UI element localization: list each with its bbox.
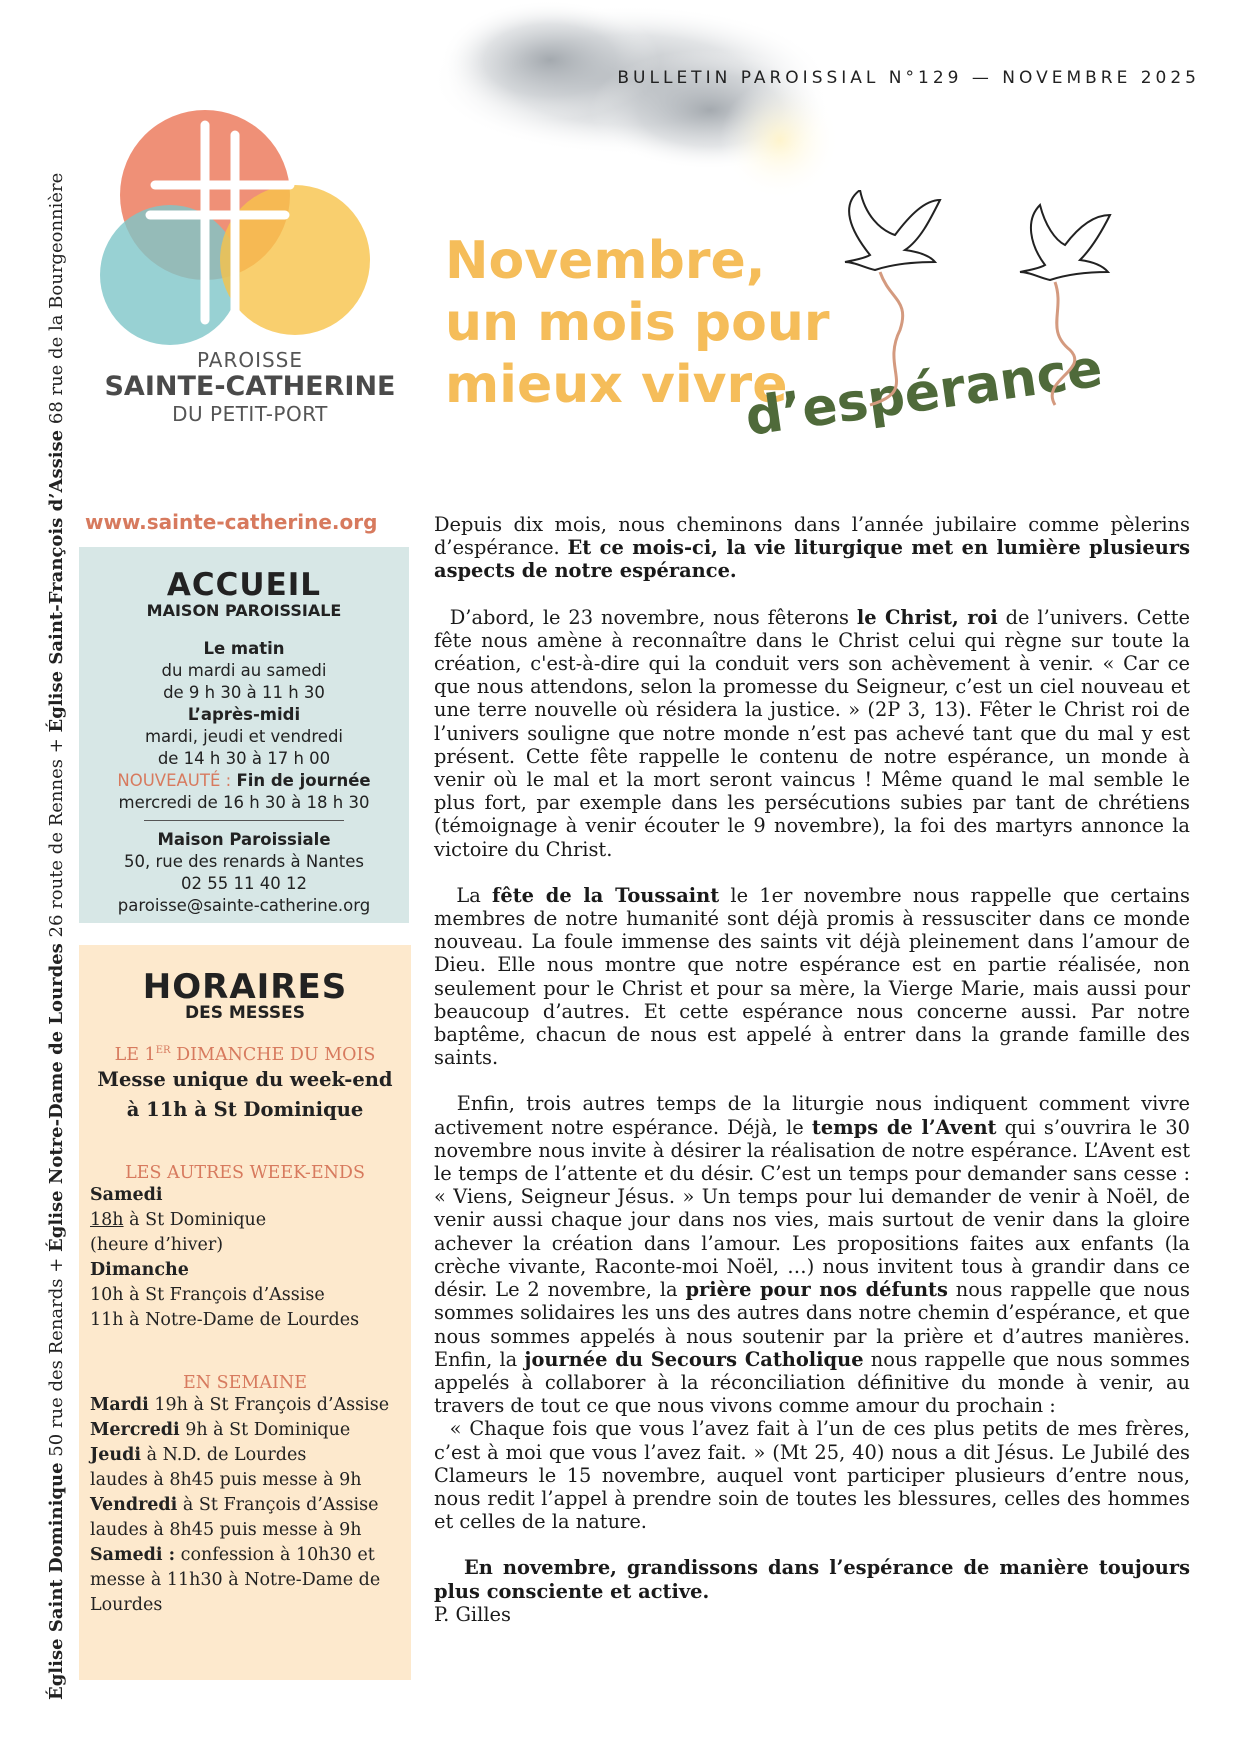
paragraph-2: D’abord, le 23 novembre, nous fêterons le Christ, roi de l’univers. Cette fête nous amène à reconnaître dans le Christ celui qui règne sur toute la création, c'est-à-dire qui la conduit vers son achèvement à venir. « Car ce que nous attendons, selon la promesse du Seigneur, c’est un ciel nouveau et une terre nouvelle où résidera la justice. » (2P 3, 13). Fêter le Christ roi de l’univers souligne que notre monde n’est pas achevé tant que du mal y est présent. Cette fête rappelle le contenu de notre espérance, un monde à venir où le mal et la mort seront vaincus ! Même quand le mal semble le plus fort, par exemple dans les persécutions subies par tant de chrétiens (témoignage à venir écouter le 9 novembre), la foi des martyrs annonce la victoire du Christ. <box>434 605 1190 861</box>
apm-days: mardi, jeudi et vendredi <box>144 727 344 746</box>
jeudi-place: à N.D. de Lourdes <box>141 1445 307 1465</box>
new-hours: mercredi de 16 h 30 à 18 h 30 <box>118 793 370 812</box>
phone: 02 55 11 40 12 <box>181 874 307 893</box>
accueil-title: ACCUEIL <box>166 567 322 603</box>
church-3-name: Église Saint-François d’Assise <box>46 429 67 733</box>
samedi2-label: Samedi : <box>90 1545 176 1565</box>
paragraph-5: « Chaque fois que vous l’avez fait à l’un de ces plus petits de mes frères, c’est à moi que vous l’avez fait. » (Mt 25, 40) nous a dit Jésus. Le Jubilé des Clameurs le 15 novembre, auquel vont participer plusieurs d’entre nous, nous redit l’appel à prendre soin de toutes les blessures, celles des hommes et celles de la nature. <box>434 1417 1190 1534</box>
address: 50, rue des renards à Nantes <box>123 852 365 871</box>
doves-illustration <box>840 190 1170 440</box>
samedi-place: à St Dominique <box>123 1210 267 1230</box>
accueil-subtitle: MAISON PAROISSIALE <box>146 601 342 620</box>
samedi-note: (heure d’hiver) <box>90 1235 224 1255</box>
logo-line-2: SAINTE-CATHERINE <box>104 371 396 402</box>
title-line-3: mieux vivre <box>445 355 788 415</box>
paragraph-6: En novembre, grandissons dans l’espérance de manière toujours plus consciente et active. <box>434 1556 1190 1603</box>
divider <box>144 820 344 821</box>
mercredi-time: 9h à St Dominique <box>179 1420 351 1440</box>
logo-line-1: PAROISSE <box>196 348 304 372</box>
samedi2-confession: confession à 10h30 et <box>175 1545 375 1565</box>
unique-mass-2: à 11h à St Dominique <box>126 1098 364 1121</box>
mardi-time: 19h à St François d’Assise <box>148 1395 390 1415</box>
samedi2-mass: messe à 11h30 à Notre-Dame de <box>90 1570 381 1590</box>
paragraph-1: Depuis dix mois, nous cheminons dans l’année jubilaire comme pèlerins d’espérance. Et ce mois-ci, la vie liturgique met en lumière plusieurs aspects de notre espérance. <box>434 513 1190 583</box>
dimanche-1: 10h à St François d’Assise <box>90 1285 325 1305</box>
apm-hours: de 14 h 30 à 17 h 00 <box>157 749 331 768</box>
first-sunday-heading: LE 1ER DIMANCHE DU MOIS <box>114 1045 376 1065</box>
dimanche-label: Dimanche <box>90 1260 189 1280</box>
jeudi-time: laudes à 8h45 puis messe à 9h <box>90 1470 362 1490</box>
signature: P. Gilles <box>434 1602 511 1626</box>
weekday-heading: EN SEMAINE <box>183 1373 307 1393</box>
churches-addresses <box>46 172 67 1700</box>
samedi2-place: Lourdes <box>90 1595 163 1615</box>
other-weekends-heading: LES AUTRES WEEK-ENDS <box>125 1163 365 1183</box>
matin-days: du mardi au samedi <box>161 661 327 680</box>
church-1-address: 50 rue des Renards + <box>46 1251 67 1463</box>
logo-line-3: DU PETIT-PORT <box>172 401 328 426</box>
church-3-address: 68 rue de la Bourgeonnière <box>46 172 67 430</box>
article-body <box>434 513 1190 1626</box>
website-link[interactable]: www.sainte-catherine.org <box>85 510 378 534</box>
horaires-box <box>79 945 411 1680</box>
vendredi-label: Vendredi <box>90 1495 178 1515</box>
vendredi-time: laudes à 8h45 puis messe à 9h <box>90 1520 362 1540</box>
church-2-name: Église Notre-Dame de Lourdes <box>46 943 67 1252</box>
matin-label: Le matin <box>203 639 285 658</box>
apm-label: L’après-midi <box>187 705 301 724</box>
horaires-title: HORAIRES <box>142 967 348 1007</box>
email-link[interactable]: paroisse@sainte-catherine.org <box>117 896 371 915</box>
parish-name <box>90 348 410 426</box>
mardi-label: Mardi <box>90 1395 149 1415</box>
new-title: Fin de journée <box>236 771 371 790</box>
church-1-name: Église Saint Dominique <box>46 1462 67 1700</box>
church-2-address: 26 route de Rennes + <box>46 732 67 944</box>
unique-mass-1: Messe unique du week-end <box>97 1068 393 1091</box>
new-label: NOUVEAUTÉ : <box>117 771 232 790</box>
dimanche-2: 11h à Notre-Dame de Lourdes <box>90 1310 360 1330</box>
title-line-1: Novembre, <box>445 231 766 291</box>
mercredi-label: Mercredi <box>90 1420 180 1440</box>
paragraph-3: La fête de la Toussaint le 1er novembre nous rappelle que certains membres de notre humanité sont déjà promis à ressusciter dans ce monde nouveau. La foule immense des saints vit déjà pleinement dans l’amour de Dieu. Elle nous montre que notre espérance est en partie réalisée, non seulement pour le Christ et pour sa mère, la Vierge Marie, mais aussi pour beaucoup d’autres. Et cette espérance nous concerne aussi. Par notre baptême, chacun de nous est appelé à entrer dans la grande famille des saints. <box>434 883 1190 1070</box>
samedi-time: 18h <box>90 1210 124 1230</box>
jeudi-label: Jeudi <box>90 1445 142 1465</box>
paragraph-4: Enfin, trois autres temps de la liturgie nous indiquent comment vivre activement notre espérance. Déjà, le temps de l’Avent qui s’ouvrira le 30 novembre nous invite à désirer la réalisation de notre espérance. L’Avent est le temps de l’attente et du désir. C’est un temps pour demander sans cesse : « Viens, Seigneur Jésus. » Un temps pour lui demander de venir à Noël, de venir aussi chaque jour dans nos vies, mais surtout de venir dans la gloire achever la création dans l’amour. Les propositions faites aux enfants (la crèche vivante, Raconte-moi Noël, …) nous invitent tous à grandir dans ce désir. Le 2 novembre, la prière pour nos défunts nous rappelle que nous sommes solidaires les uns des autres dans notre chemin d’espérance, et que nous sommes appelés à nous soutenir par la prière et d’autres manières. Enfin, la journée du Secours Catholique nous rappelle que nous sommes appelés à collaborer à la réconciliation définitive du monde à venir, au travers de tout ce que nous vivons comme amour du prochain : <box>434 1092 1191 1418</box>
matin-hours: de 9 h 30 à 11 h 30 <box>163 683 325 702</box>
samedi-label: Samedi <box>90 1185 163 1205</box>
bulletin-header: BULLETIN PAROISSIAL N°129 — NOVEMBRE 2025 <box>617 68 1200 88</box>
title-line-2: un mois pour <box>445 293 830 353</box>
horaires-subtitle: DES MESSES <box>185 1003 305 1023</box>
address-title: Maison Paroissiale <box>157 830 331 849</box>
cloud-illustration <box>380 0 860 200</box>
vendredi-place: à St François d’Assise <box>177 1495 379 1515</box>
parish-logo <box>95 100 395 350</box>
title-line-4: d’espérance <box>741 338 1107 448</box>
accueil-box <box>79 547 409 923</box>
